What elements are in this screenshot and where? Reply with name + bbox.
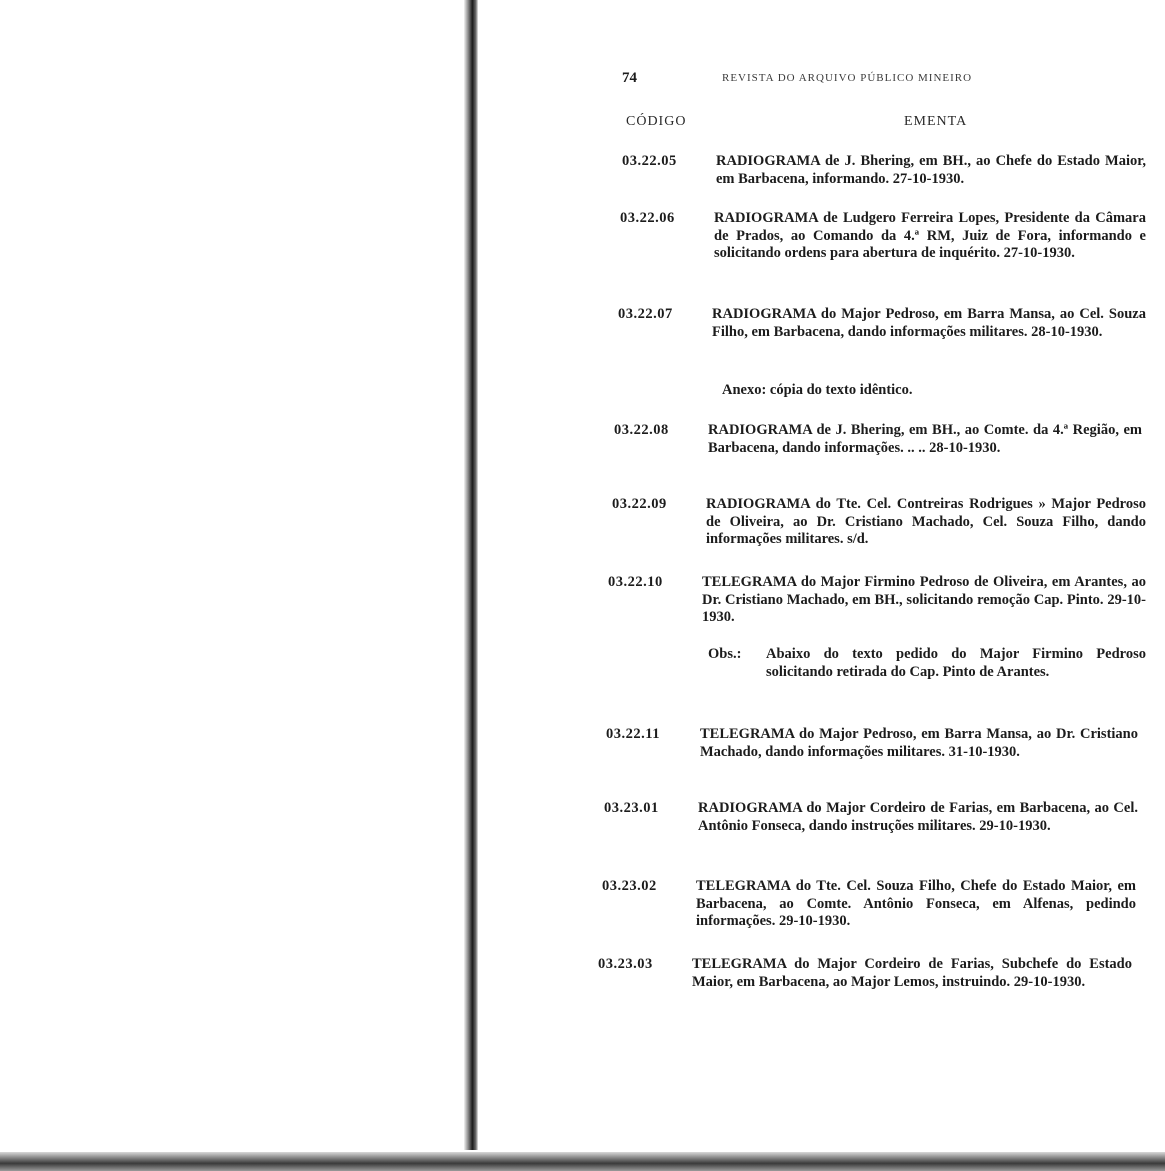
entry-code: 03.22.07	[618, 306, 673, 322]
entry-code: 03.23.02	[602, 878, 657, 894]
page-number: 74	[622, 70, 637, 86]
entry-text: RADIOGRAMA de J. Bhering, em BH., ao Chefe do Estado Maior, em Barbacena, informando. 27-10-1930.	[716, 153, 1146, 187]
obs-note	[708, 646, 1146, 706]
entry-code: 03.22.06	[620, 210, 675, 226]
entry-code: 03.22.05	[622, 153, 677, 169]
entry-code: 03.22.08	[614, 422, 669, 438]
column-headers	[626, 114, 1151, 138]
entry-text: TELEGRAMA do Major Cordeiro de Farias, Subchefe do Estado Maior, em Barbacena, ao Major Lemos, instruindo. 29-10-1930.	[692, 956, 1132, 990]
entry-code: 03.22.09	[612, 496, 667, 512]
entry-code: 03.23.01	[604, 800, 659, 816]
entry-text: TELEGRAMA do Tte. Cel. Souza Filho, Chefe do Estado Maior, em Barbacena, ao Comte. Antônio Fonseca, em Alfenas, pedindo informações. 29-10-1930.	[696, 878, 1136, 930]
code-column-header: CÓDIGO	[626, 114, 687, 129]
page-bottom-edge	[0, 1152, 1165, 1171]
entry-code: 03.22.11	[606, 726, 660, 742]
entry-text: RADIOGRAMA do Major Pedroso, em Barra Mansa, ao Cel. Souza Filho, em Barbacena, dando informações militares. 28-10-1930.	[712, 306, 1146, 340]
entry-text: TELEGRAMA do Major Pedroso, em Barra Mansa, ao Dr. Cristiano Machado, dando informações militares. 31-10-1930.	[700, 726, 1138, 760]
entry-code: 03.23.03	[598, 956, 653, 972]
entry-text: TELEGRAMA do Major Firmino Pedroso de Oliveira, em Arantes, ao Dr. Cristiano Machado, em BH., solicitando remoção Cap. Pinto. 29-10-1930.	[702, 574, 1146, 626]
entry-text: RADIOGRAMA do Tte. Cel. Contreiras Rodrigues » Major Pedroso de Oliveira, ao Dr. Cristiano Machado, Cel. Souza Filho, dando informações militares. s/d.	[706, 496, 1146, 548]
entry-text: RADIOGRAMA de J. Bhering, em BH., ao Comte. da 4.ª Região, em Barbacena, dando informações. .. .. 28-10-1930.	[708, 422, 1142, 456]
running-header	[622, 70, 1151, 94]
document-page	[596, 60, 1151, 1140]
book-spine	[464, 0, 478, 1150]
entry-text: RADIOGRAMA do Major Cordeiro de Farias, em Barbacena, ao Cel. Antônio Fonseca, dando instruções militares. 29-10-1930.	[698, 800, 1138, 834]
entry-code: 03.22.10	[608, 574, 663, 590]
journal-title: REVISTA DO ARQUIVO PÚBLICO MINEIRO	[722, 72, 973, 84]
obs-label: Obs.:	[708, 646, 742, 662]
ementa-column-header: EMENTA	[904, 114, 968, 129]
obs-text: Abaixo do texto pedido do Major Firmino Pedroso solicitando retirada do Cap. Pinto de Arantes.	[766, 646, 1146, 680]
entry-text: RADIOGRAMA de Ludgero Ferreira Lopes, Presidente da Câmara de Prados, ao Comando da 4.ª RM, Juiz de Fora, informando e solicitando ordens para abertura de inquérito. 27-10-1930.	[714, 210, 1146, 262]
anexo-note: Anexo: cópia do texto idêntico.	[722, 382, 913, 398]
